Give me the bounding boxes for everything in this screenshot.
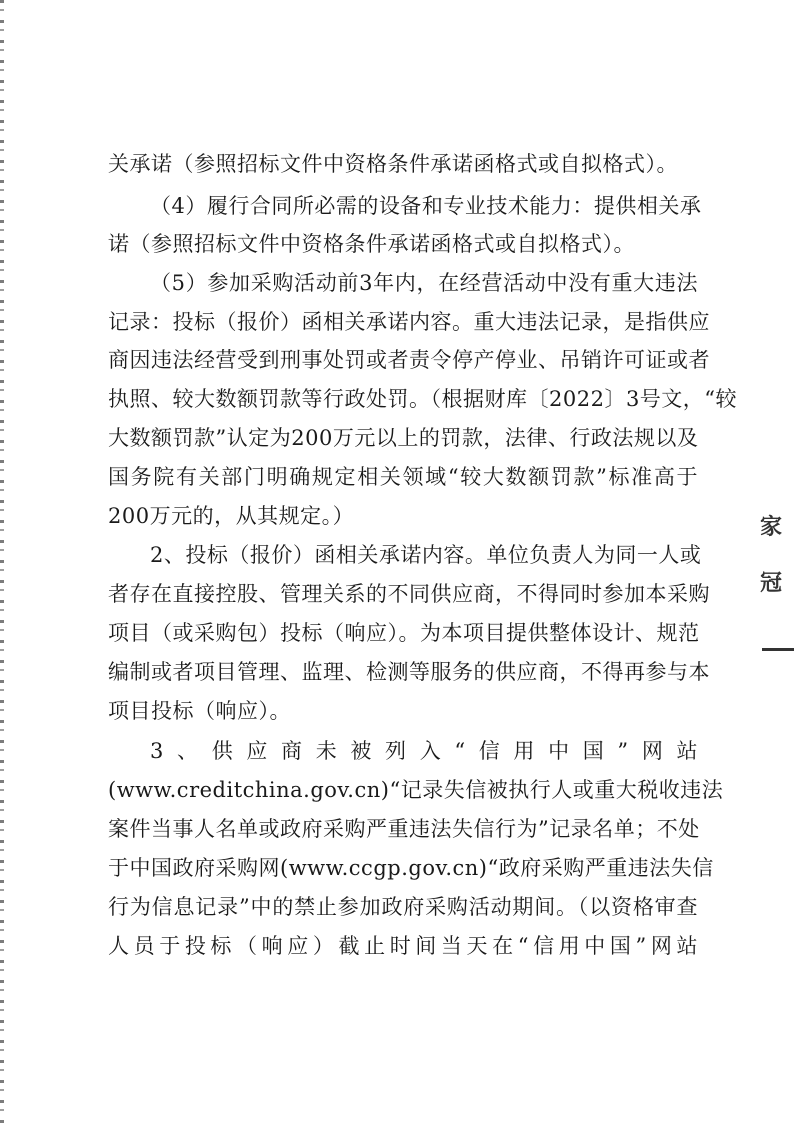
text-line: （4）履行合同所必需的设备和专业技术能力：提供相关承 (150, 194, 702, 218)
text-line: 者存在直接控股、管理关系的不同供应商，不得同时参加本采购 (108, 582, 710, 606)
text-line: 项目（或采购包）投标（响应）。为本项目提供整体设计、规范 (108, 621, 700, 645)
text-line: 行为信息记录”中的禁止参加政府采购活动期间。（以资格审查 (108, 895, 698, 919)
text-line: 200万元的，从其规定。） (108, 504, 355, 528)
text-line: （5）参加采购活动前3年内，在经营活动中没有重大违法 (150, 271, 698, 295)
text-line: 3、供应商未被列入“信用中国”网站 (150, 739, 698, 763)
text-line: 大数额罚款”认定为200万元以上的罚款，法律、行政法规以及 (108, 426, 699, 450)
text-line: 人员于投标（响应）截止时间当天在“信用中国”网站 (108, 934, 698, 958)
text-line: 商因违法经营受到刑事处罚或者责令停产停业、吊销许可证或者 (108, 348, 710, 372)
text-line: 2、投标（报价）函相关承诺内容。单位负责人为同一人或 (150, 543, 702, 567)
text-line: 国务院有关部门明确规定相关领域“较大数额罚款”标准高于 (108, 465, 698, 489)
text-line: 执照、较大数额罚款等行政处罚。（根据财库〔2022〕3号文，“较 (108, 387, 738, 411)
text-line: 编制或者项目管理、监理、检测等服务的供应商，不得再参与本 (108, 660, 710, 684)
text-line: 于中国政府采购网(www.ccgp.gov.cn)“政府采购严重违法失信 (108, 856, 714, 880)
text-line: 项目投标（响应）。 (108, 699, 291, 723)
seal-fragment: 家 (760, 514, 783, 540)
text-line: 案件当事人名单或政府采购严重违法失信行为”记录名单；不处 (108, 817, 700, 841)
text-line: 诺（参照招标文件中资格条件承诺函格式或自拟格式）。 (108, 232, 635, 256)
text-line: (www.creditchina.gov.cn)“记录失信被执行人或重大税收违法 (108, 778, 724, 802)
text-line: 关承诺（参照招标文件中资格条件承诺函格式或自拟格式）。 (108, 152, 678, 176)
binding-edge (0, 0, 4, 1123)
seal-fragment: 冠 (760, 570, 783, 596)
text-line: 记录：投标（报价）函相关承诺内容。重大违法记录，是指供应 (108, 310, 710, 334)
seal-edge-mark (762, 648, 794, 651)
